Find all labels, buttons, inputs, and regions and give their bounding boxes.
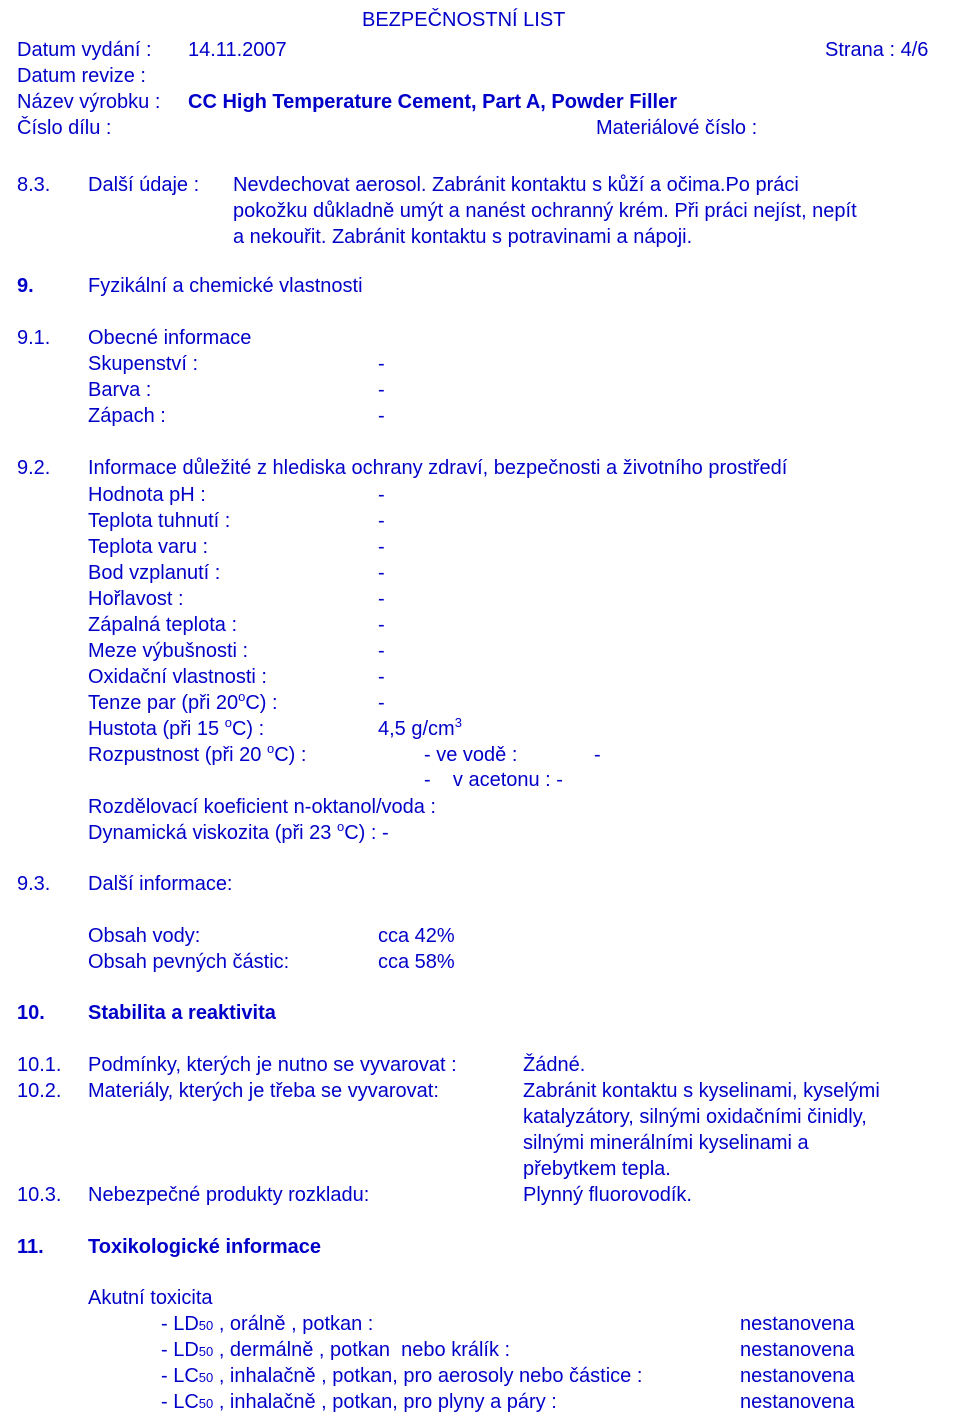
- toxicity-value: nestanovena: [740, 1313, 855, 1335]
- section-9-3-number: 9.3.: [17, 873, 51, 895]
- solubility-acetone: - v acetonu : -: [424, 769, 563, 791]
- section-9-1-number: 9.1.: [17, 327, 51, 349]
- section-10-2-label: Materiály, kterých je třeba se vyvarovat:: [88, 1080, 439, 1102]
- property-label: Barva :: [88, 379, 152, 401]
- density-label: Hustota (při 15 $^o$C) :: [88, 715, 265, 740]
- toxicity-label: - $LD_{50}$ , dermálně , potkan nebo králík :: [161, 1339, 511, 1361]
- property-label: Teplota varu :: [88, 536, 209, 558]
- document-title: BEZPEČNOSTNÍ LIST: [362, 9, 566, 31]
- property-label: Meze výbušnosti :: [88, 640, 249, 662]
- product-name-label: Název výrobku :: [17, 91, 161, 113]
- toxicity-value: nestanovena: [740, 1391, 855, 1413]
- property-value: -: [378, 640, 385, 662]
- issue-date-label: Datum vydání :: [17, 39, 152, 61]
- toxicity-label: - $LD_{50}$ , orálně , potkan :: [161, 1313, 374, 1335]
- content-label: Obsah pevných částic:: [88, 951, 290, 973]
- product-name: CC High Temperature Cement, Part A, Powder Filler: [188, 91, 677, 113]
- density-value: 4,5 $g/cm^3$: [378, 715, 462, 740]
- partition-coefficient-label: Rozdělovací koeficient n-oktanol/voda :: [88, 796, 436, 818]
- section-8-3-line: a nekouřit. Zabránit kontaktu s potravinami a nápoji.: [233, 226, 693, 248]
- content-value: cca 42%: [378, 925, 455, 947]
- property-value: -: [378, 484, 385, 506]
- property-value: -: [378, 405, 385, 427]
- section-10-1-number: 10.1.: [17, 1054, 62, 1076]
- section-8-3-label: Další údaje :: [88, 174, 200, 196]
- acute-toxicity-label: Akutní toxicita: [88, 1287, 213, 1309]
- content-label: Obsah vody:: [88, 925, 201, 947]
- property-value: -: [378, 510, 385, 532]
- vapor-pressure-label: Tenze par (při 20$^o$C) :: [88, 689, 278, 714]
- issue-date: 14.11.2007: [188, 39, 287, 61]
- section-8-3-number: 8.3.: [17, 174, 51, 196]
- property-label: Skupenství :: [88, 353, 199, 375]
- part-number-label: Číslo dílu :: [17, 117, 112, 139]
- property-value: -: [378, 379, 385, 401]
- property-value: -: [378, 536, 385, 558]
- property-label: Hořlavost :: [88, 588, 184, 610]
- property-label: Teplota tuhnutí :: [88, 510, 231, 532]
- section-9-1-title: Obecné informace: [88, 327, 252, 349]
- toxicity-value: nestanovena: [740, 1365, 855, 1387]
- toxicity-label: - $LC_{50}$ , inhalačně , potkan, pro aerosoly nebo částice :: [161, 1365, 643, 1387]
- section-10-2-number: 10.2.: [17, 1080, 62, 1102]
- section-9-2-title: Informace důležité z hlediska ochrany zdraví, bezpečnosti a životního prostředí: [88, 457, 788, 479]
- property-label: Zápach :: [88, 405, 166, 427]
- section-10-title: Stabilita a reaktivita: [88, 1002, 276, 1024]
- property-value: -: [378, 666, 385, 688]
- revision-date-label: Datum revize :: [17, 65, 146, 87]
- section-10-1-label: Podmínky, kterých je nutno se vyvarovat :: [88, 1054, 457, 1076]
- section-8-3-line: pokožku důkladně umýt a nanést ochranný krém. Při práci nejíst, nepít: [233, 200, 857, 222]
- toxicity-label: - $LC_{50}$ , inhalačně , potkan, pro plyny a páry :: [161, 1391, 557, 1413]
- section-10-2-line: katalyzátory, silnými oxidačními činidly,: [523, 1106, 867, 1128]
- section-10-3-value: Plynný fluorovodík.: [523, 1184, 692, 1206]
- section-10-2-line: silnými minerálními kyselinami a: [523, 1132, 809, 1154]
- solubility-label: Rozpustnost (při 20 $^o$C) :: [88, 741, 307, 766]
- toxicity-value: nestanovena: [740, 1339, 855, 1361]
- section-10-3-label: Nebezpečné produkty rozkladu:: [88, 1184, 370, 1206]
- material-number-label: Materiálové číslo :: [596, 117, 758, 139]
- section-11-title: Toxikologické informace: [88, 1236, 322, 1258]
- section-9-title: Fyzikální a chemické vlastnosti: [88, 275, 363, 297]
- section-10-1-value: Žádné.: [523, 1054, 586, 1076]
- property-label: Zápalná teplota :: [88, 614, 237, 636]
- property-label: Hodnota pH :: [88, 484, 206, 506]
- section-9-2-number: 9.2.: [17, 457, 51, 479]
- section-11-number: 11.: [17, 1236, 44, 1258]
- property-value: -: [378, 562, 385, 584]
- property-value: -: [378, 588, 385, 610]
- solubility-water-value: -: [594, 744, 601, 766]
- property-label: Bod vzplanutí :: [88, 562, 221, 584]
- solubility-water-label: - ve vodě :: [424, 744, 518, 766]
- property-label: Oxidační vlastnosti :: [88, 666, 267, 688]
- section-8-3-line: Nevdechovat aerosol. Zabránit kontaktu s kůží a očima.Po práci: [233, 174, 799, 196]
- content-value: cca 58%: [378, 951, 455, 973]
- property-value: -: [378, 614, 385, 636]
- section-9-3-title: Další informace:: [88, 873, 233, 895]
- property-value: -: [378, 353, 385, 375]
- viscosity-label: Dynamická viskozita (při 23 $^o$C) : -: [88, 819, 389, 844]
- section-10-number: 10.: [17, 1002, 45, 1024]
- section-10-2-line: přebytkem tepla.: [523, 1158, 671, 1180]
- page-number: Strana : 4/6: [825, 39, 929, 61]
- section-10-2-line: Zabránit kontaktu s kyselinami, kyselými: [523, 1080, 880, 1102]
- section-9-number: 9.: [17, 275, 34, 297]
- vapor-pressure-value: -: [378, 692, 385, 714]
- section-10-3-number: 10.3.: [17, 1184, 62, 1206]
